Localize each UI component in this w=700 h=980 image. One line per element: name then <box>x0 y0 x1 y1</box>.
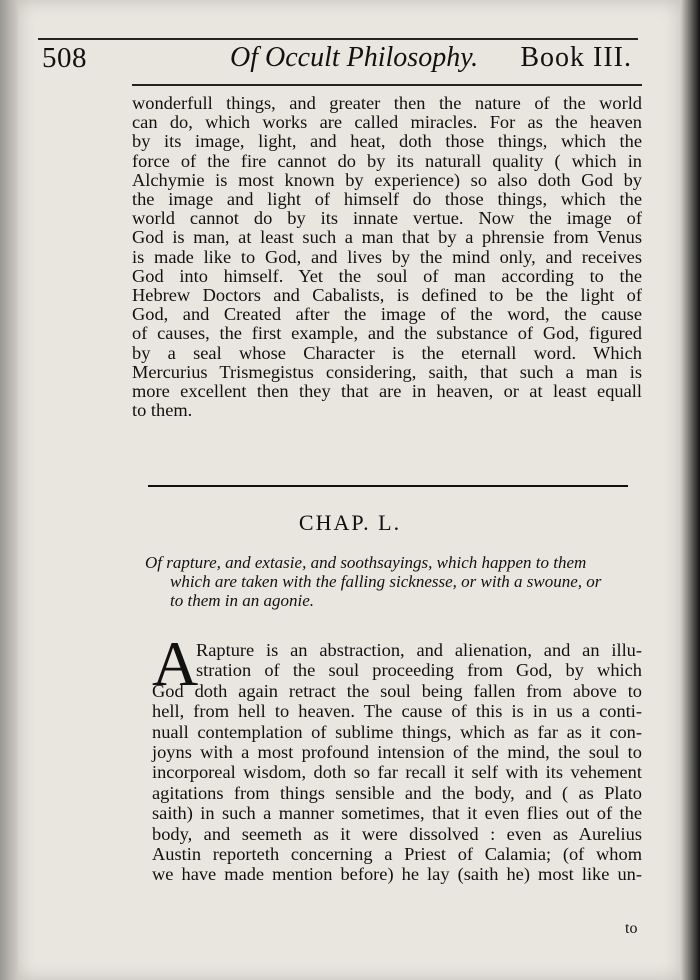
page-number: 508 <box>42 42 87 74</box>
text-line: force of the fire cannot do by its naturall quality ( which in <box>132 150 642 171</box>
text-line: is made like to God, and lives by the mind only, and receives <box>132 246 642 267</box>
text-line: God doth again retract the soul being fallen from above to <box>152 680 642 701</box>
text-line: agitations from things sensible and the body, and ( as Plato <box>152 782 642 803</box>
top-paragraph <box>132 94 642 420</box>
chapter-argument <box>145 553 645 610</box>
header-bottom-rule <box>132 84 642 86</box>
argument-line: which are taken with the falling sicknesse, or with a swoune, or <box>170 572 602 591</box>
text-line: stration of the soul proceeding from God, by which <box>196 660 642 681</box>
text-line: joyns with a most profound intension of the mind, the soul to <box>152 742 642 763</box>
text-line: more excellent then they that are in heaven, or at least equall <box>132 381 642 402</box>
text-line: God into himself. Yet the soul of man according to the <box>132 265 642 286</box>
catchword: to <box>625 920 638 937</box>
text-line: hell, from hell to heaven. The cause of this is in us a conti- <box>152 701 642 722</box>
chapter-heading: CHAP. L. <box>298 510 402 535</box>
text-line: of causes, the first example, and the substance of God, figured <box>132 323 642 344</box>
text-line: Austin reporteth concerning a Priest of Calamia; (of whom <box>152 844 642 865</box>
text-line: the image and light of himself do those things, which the <box>132 189 642 210</box>
page-outer-edge <box>680 0 700 980</box>
text-line: Mercurius Trismegistus considering, saith, that such a man is <box>132 361 642 382</box>
text-line: by a seal whose Character is the eternall word. Which <box>132 342 642 363</box>
text-line: nuall contemplation of sublime things, which as far as it con- <box>152 721 642 742</box>
argument-line: to them in an agonie. <box>170 591 315 610</box>
text-line: by its image, light, and heat, doth those things, which the <box>132 131 642 152</box>
argument-line: Of rapture, and extasie, and soothsayings, which happen to them <box>145 553 587 572</box>
text-line: wonderfull things, and greater then the nature of the world <box>132 93 642 113</box>
section-divider <box>148 485 628 487</box>
text-line: can do, which works are called miracles. For as the heaven <box>132 112 642 133</box>
text-line: we have made mention before) he lay (saith he) most like un- <box>152 864 642 885</box>
text-line: body, and seemeth as it were dissolved : even as Aurelius <box>152 823 642 844</box>
running-title: Of Occult Philosophy. <box>230 42 479 73</box>
header-top-rule <box>38 38 638 40</box>
page-gutter-edge <box>0 0 18 980</box>
text-line: world cannot do by its innate vertue. Now the image of <box>132 208 642 229</box>
drop-cap: A <box>152 628 199 699</box>
chapter-body <box>152 640 642 885</box>
text-line: God is man, at least such a man that by a phrensie from Venus <box>132 227 642 248</box>
text-line: Hebrew Doctors and Cabalists, is defined to be the light of <box>132 285 642 306</box>
text-line: Alchymie is most known by experience) so also doth God by <box>132 169 642 190</box>
book-label: Book III. <box>520 42 632 73</box>
text-line: incorporeal wisdom, doth so far recall it self with its vehement <box>152 762 642 783</box>
text-line: God, and Created after the image of the word, the cause <box>132 304 642 325</box>
text-line: to them. <box>132 400 193 421</box>
text-line: Rapture is an abstraction, and alienation, and an illu- <box>196 640 642 660</box>
text-line: saith) in such a manner sometimes, that it even flies out of the <box>152 803 642 824</box>
running-head <box>42 42 642 84</box>
